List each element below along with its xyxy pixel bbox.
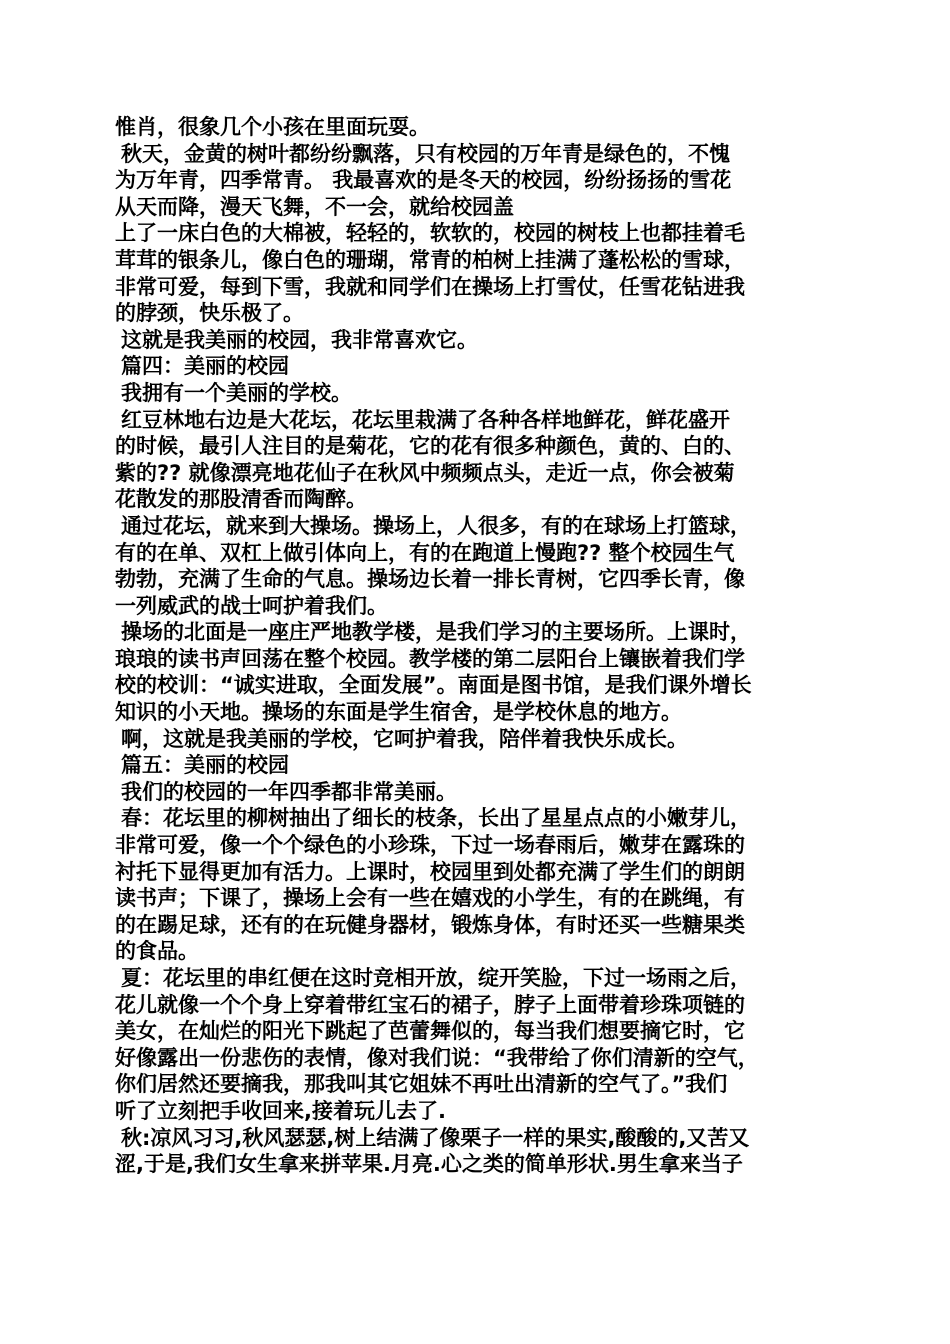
text-line: 这就是我美丽的校园，我非常喜欢它。: [121, 327, 478, 352]
text-line: 花儿就像一个个身上穿着带红宝石的裙子，脖子上面带着珍珠项链的: [115, 992, 745, 1017]
document-body: [115, 114, 840, 1178]
text-line: 好像露出一份悲伤的表情，像对我们说：“我带给了你们清新的空气，: [115, 1045, 759, 1070]
text-line: 篇五：美丽的校园: [121, 753, 289, 778]
text-line: 读书声；下课了，操场上会有一些在嬉戏的小学生，有的在跳绳，有: [115, 886, 745, 911]
text-line: 非常可爱，每到下雪，我就和同学们在操场上打雪仗，任雪花钻进我: [115, 274, 745, 299]
text-line: 美女，在灿烂的阳光下跳起了芭蕾舞似的，每当我们想要摘它时，它: [115, 1019, 745, 1044]
text-line: 有的在单、双杠上做引体向上，有的在跑道上慢跑?? 整个校园生气: [115, 540, 735, 565]
text-line: 夏：花坛里的串红便在这时竞相开放，绽开笑脸，下过一场雨之后，: [121, 966, 751, 990]
text-line: 通过花坛，就来到大操场。操场上，人很多，有的在球场上打篮球，: [121, 513, 751, 538]
text-line: 一列威武的战士呵护着我们。: [115, 593, 388, 618]
text-line: 篇四：美丽的校园: [121, 354, 289, 379]
text-line: 的时候，最引人注目的是菊花，它的花有很多种颜色，黄的、白的、: [115, 434, 745, 459]
text-line: 秋:凉风习习,秋风瑟瑟,树上结满了像栗子一样的果实,酸酸的,又苦又: [121, 1125, 750, 1150]
text-line: 的脖颈，快乐极了。: [115, 301, 304, 326]
text-line: 涩,于是,我们女生拿来拼苹果.月亮.心之类的简单形状.男生拿来当子: [115, 1152, 743, 1177]
text-line: 操场的北面是一座庄严地教学楼，是我们学习的主要场所。上课时，: [121, 620, 751, 645]
text-line: 为万年青，四季常青。 我最喜欢的是冬天的校园，纷纷扬扬的雪花: [115, 168, 732, 193]
text-line: 的在踢足球，还有的在玩健身器材，锻炼身体，有时还买一些糖果类: [115, 912, 745, 937]
text-line: 紫的?? 就像漂亮地花仙子在秋风中频频点头，走近一点，你会被菊: [115, 460, 735, 485]
text-line: 的食品。: [115, 939, 199, 964]
text-line: 春：花坛里的柳树抽出了细长的枝条，长出了星星点点的小嫩芽儿，: [121, 806, 751, 831]
text-line: 琅琅的读书声回荡在整个校园。教学楼的第二层阳台上镶嵌着我们学: [115, 646, 745, 671]
text-line: 知识的小天地。操场的东面是学生宿舍，是学校休息的地方。: [115, 700, 682, 725]
text-line: 非常可爱，像一个个绿色的小珍珠，下过一场春雨后，嫩芽在露珠的: [115, 833, 745, 858]
text-line: 秋天，金黄的树叶都纷纷飘落，只有校园的万年青是绿色的，不愧: [121, 141, 730, 166]
text-line: 上了一床白色的大棉被，轻轻的，软软的，校园的树枝上也都挂着毛: [115, 221, 745, 246]
text-line: 衬托下显得更加有活力。上课时，校园里到处都充满了学生们的朗朗: [115, 859, 745, 884]
text-line: 惟肖，很象几个小孩在里面玩耍。: [115, 115, 430, 139]
text-line: 你们居然还要摘我，那我叫其它姐妹不再吐出清新的空气了。”我们: [115, 1072, 728, 1097]
text-line: 勃勃，充满了生命的气息。操场边长着一排长青树，它四季长青，像: [115, 567, 745, 592]
text-line: 听了立刻把手收回来,接着玩儿去了.: [115, 1098, 446, 1123]
text-line: 我们的校园的一年四季都非常美丽。: [121, 779, 457, 804]
text-line: 啊，这就是我美丽的学校，它呵护着我，陪伴着我快乐成长。: [121, 726, 688, 751]
text-line: 校的校训：“诚实进取，全面发展”。南面是图书馆，是我们课外增长: [115, 673, 752, 698]
text-line: 我拥有一个美丽的学校。: [121, 380, 352, 405]
text-line: 红豆林地右边是大花坛，花坛里栽满了各种各样地鲜花，鲜花盛开: [121, 407, 730, 432]
text-line: 花散发的那股清香而陶醉。: [115, 487, 367, 512]
text-line: 茸茸的银条儿，像白色的珊瑚，常青的柏树上挂满了蓬松松的雪球，: [115, 247, 745, 272]
text-line: 从天而降，漫天飞舞，不一会，就给校园盖: [115, 194, 514, 219]
